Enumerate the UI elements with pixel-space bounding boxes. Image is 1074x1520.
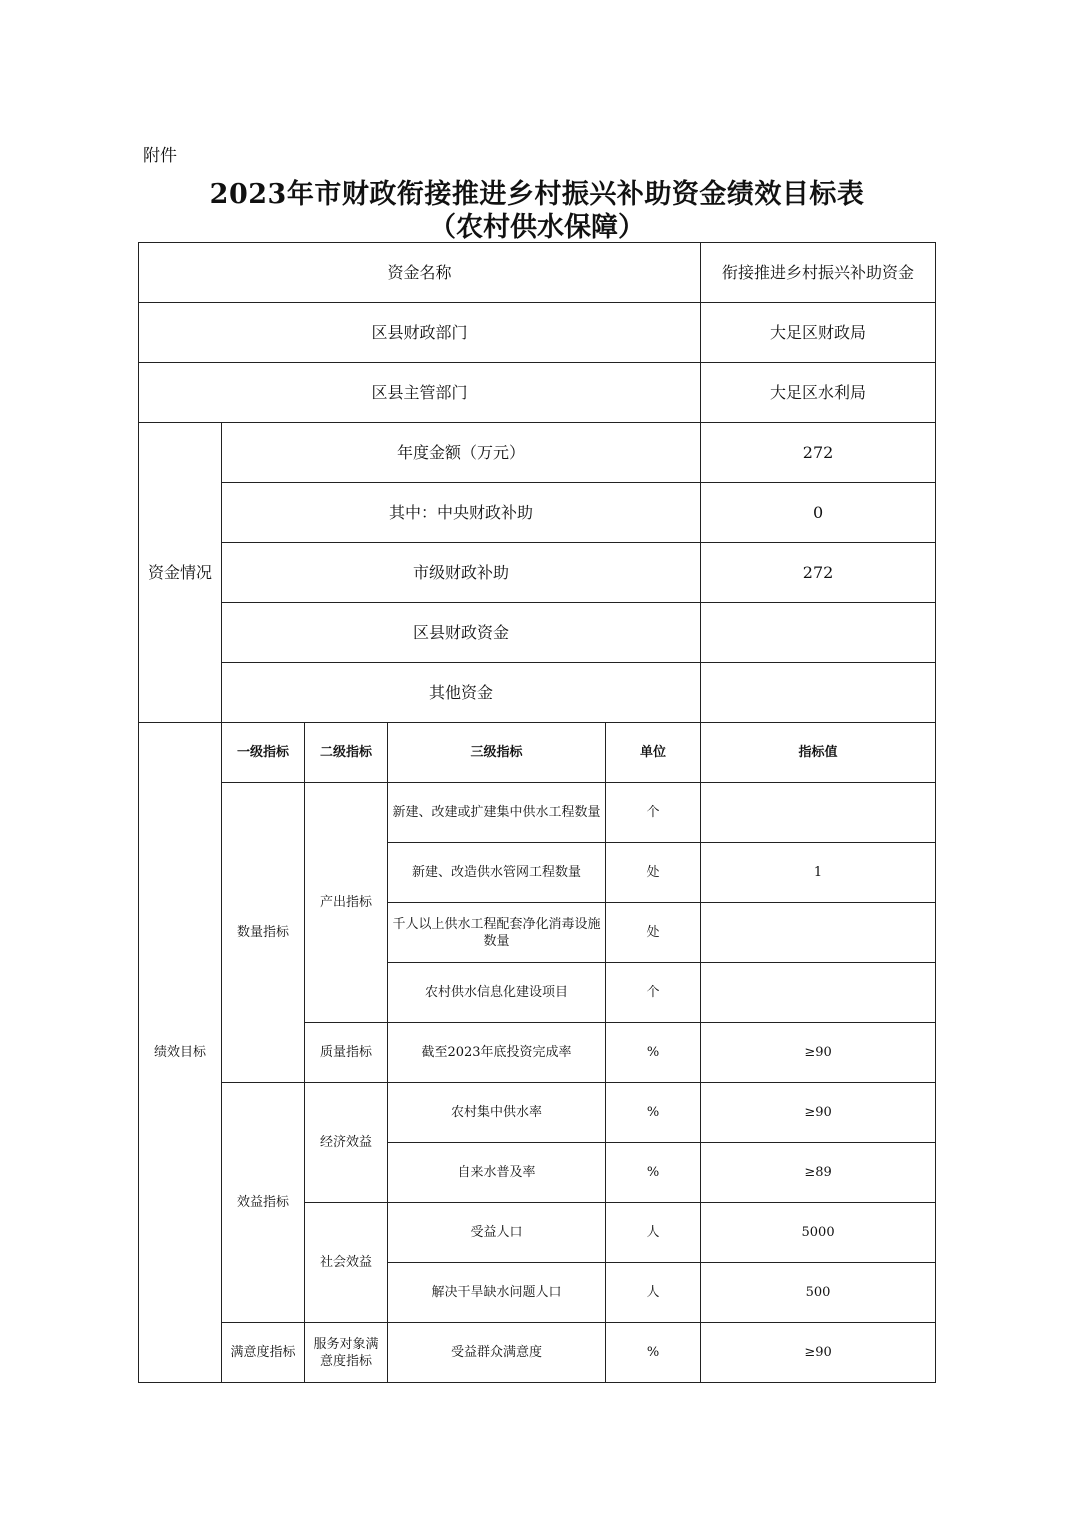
table-row: [139, 483, 936, 543]
fund-status-label: 资金情况: [139, 423, 222, 723]
indicator-unit: %: [606, 1083, 701, 1143]
indicator-value: ≥90: [701, 1083, 936, 1143]
fund-row-value: [701, 603, 936, 663]
table-row: [139, 243, 936, 303]
indicator-unit: 个: [606, 963, 701, 1023]
level2-economic: 经济效益: [305, 1083, 388, 1203]
county-authority-label: 区县主管部门: [139, 363, 701, 423]
indicator-value: ≥89: [701, 1143, 936, 1203]
fund-row-value: 0: [701, 483, 936, 543]
indicator-unit: %: [606, 1143, 701, 1203]
indicator-value: 1: [701, 843, 936, 903]
table-row: [139, 1083, 936, 1143]
table-row: [139, 663, 936, 723]
level1-quantity: 数量指标: [222, 783, 305, 1083]
indicator-unit: 人: [606, 1203, 701, 1263]
table-row: [139, 543, 936, 603]
fund-row-label: 年度金额（万元）: [222, 423, 701, 483]
indicator-name: 自来水普及率: [388, 1143, 606, 1203]
header-level3: 三级指标: [388, 723, 606, 783]
county-finance-value: 大足区财政局: [701, 303, 936, 363]
indicator-unit: 个: [606, 783, 701, 843]
table-row: [139, 423, 936, 483]
fund-row-value: 272: [701, 423, 936, 483]
indicator-unit: %: [606, 1323, 701, 1383]
table-row: [139, 303, 936, 363]
table-row: [139, 363, 936, 423]
indicator-unit: 处: [606, 843, 701, 903]
fund-row-value: 272: [701, 543, 936, 603]
header-level2: 二级指标: [305, 723, 388, 783]
indicator-unit: 人: [606, 1263, 701, 1323]
table-row: [139, 1323, 936, 1383]
fund-row-label: 区县财政资金: [222, 603, 701, 663]
level2-service-satisfaction: 服务对象满意度指标: [305, 1323, 388, 1383]
indicator-name: 农村集中供水率: [388, 1083, 606, 1143]
indicator-value: [701, 963, 936, 1023]
level1-benefit: 效益指标: [222, 1083, 305, 1323]
level2-social: 社会效益: [305, 1203, 388, 1323]
level2-output: 产出指标: [305, 783, 388, 1023]
indicator-name: 截至2023年底投资完成率: [388, 1023, 606, 1083]
performance-target-table: [138, 242, 936, 1383]
level2-quality: 质量指标: [305, 1023, 388, 1083]
indicator-name: 新建、改建或扩建集中供水工程数量: [388, 783, 606, 843]
page-title: 2023年市财政衔接推进乡村振兴补助资金绩效目标表: [209, 179, 865, 210]
county-finance-label: 区县财政部门: [139, 303, 701, 363]
indicator-value: [701, 783, 936, 843]
indicator-name: 农村供水信息化建设项目: [388, 963, 606, 1023]
indicator-name: 受益人口: [388, 1203, 606, 1263]
county-authority-value: 大足区水利局: [701, 363, 936, 423]
indicator-value: ≥90: [701, 1023, 936, 1083]
header-unit: 单位: [606, 723, 701, 783]
header-row: [139, 723, 936, 783]
fund-name-value: 衔接推进乡村振兴补助资金: [701, 243, 936, 303]
fund-row-label: 市级财政补助: [222, 543, 701, 603]
header-level1: 一级指标: [222, 723, 305, 783]
fund-row-value: [701, 663, 936, 723]
table-row: [139, 783, 936, 843]
indicator-value: [701, 903, 936, 963]
indicator-value: 500: [701, 1263, 936, 1323]
performance-label: 绩效目标: [139, 723, 222, 1383]
indicator-name: 解决干旱缺水问题人口: [388, 1263, 606, 1323]
fund-row-label: 其他资金: [222, 663, 701, 723]
indicator-value: 5000: [701, 1203, 936, 1263]
indicator-value: ≥90: [701, 1323, 936, 1383]
indicator-unit: 处: [606, 903, 701, 963]
fund-row-label: 其中：中央财政补助: [222, 483, 701, 543]
header-value: 指标值: [701, 723, 936, 783]
page-subtitle: （农村供水保障）: [429, 212, 645, 243]
attachment-label: 附件: [143, 146, 177, 166]
indicator-unit: %: [606, 1023, 701, 1083]
level1-satisfaction: 满意度指标: [222, 1323, 305, 1383]
indicator-name: 千人以上供水工程配套净化消毒设施数量: [388, 903, 606, 963]
fund-name-label: 资金名称: [139, 243, 701, 303]
table-row: [139, 603, 936, 663]
indicator-name: 新建、改造供水管网工程数量: [388, 843, 606, 903]
indicator-name: 受益群众满意度: [388, 1323, 606, 1383]
